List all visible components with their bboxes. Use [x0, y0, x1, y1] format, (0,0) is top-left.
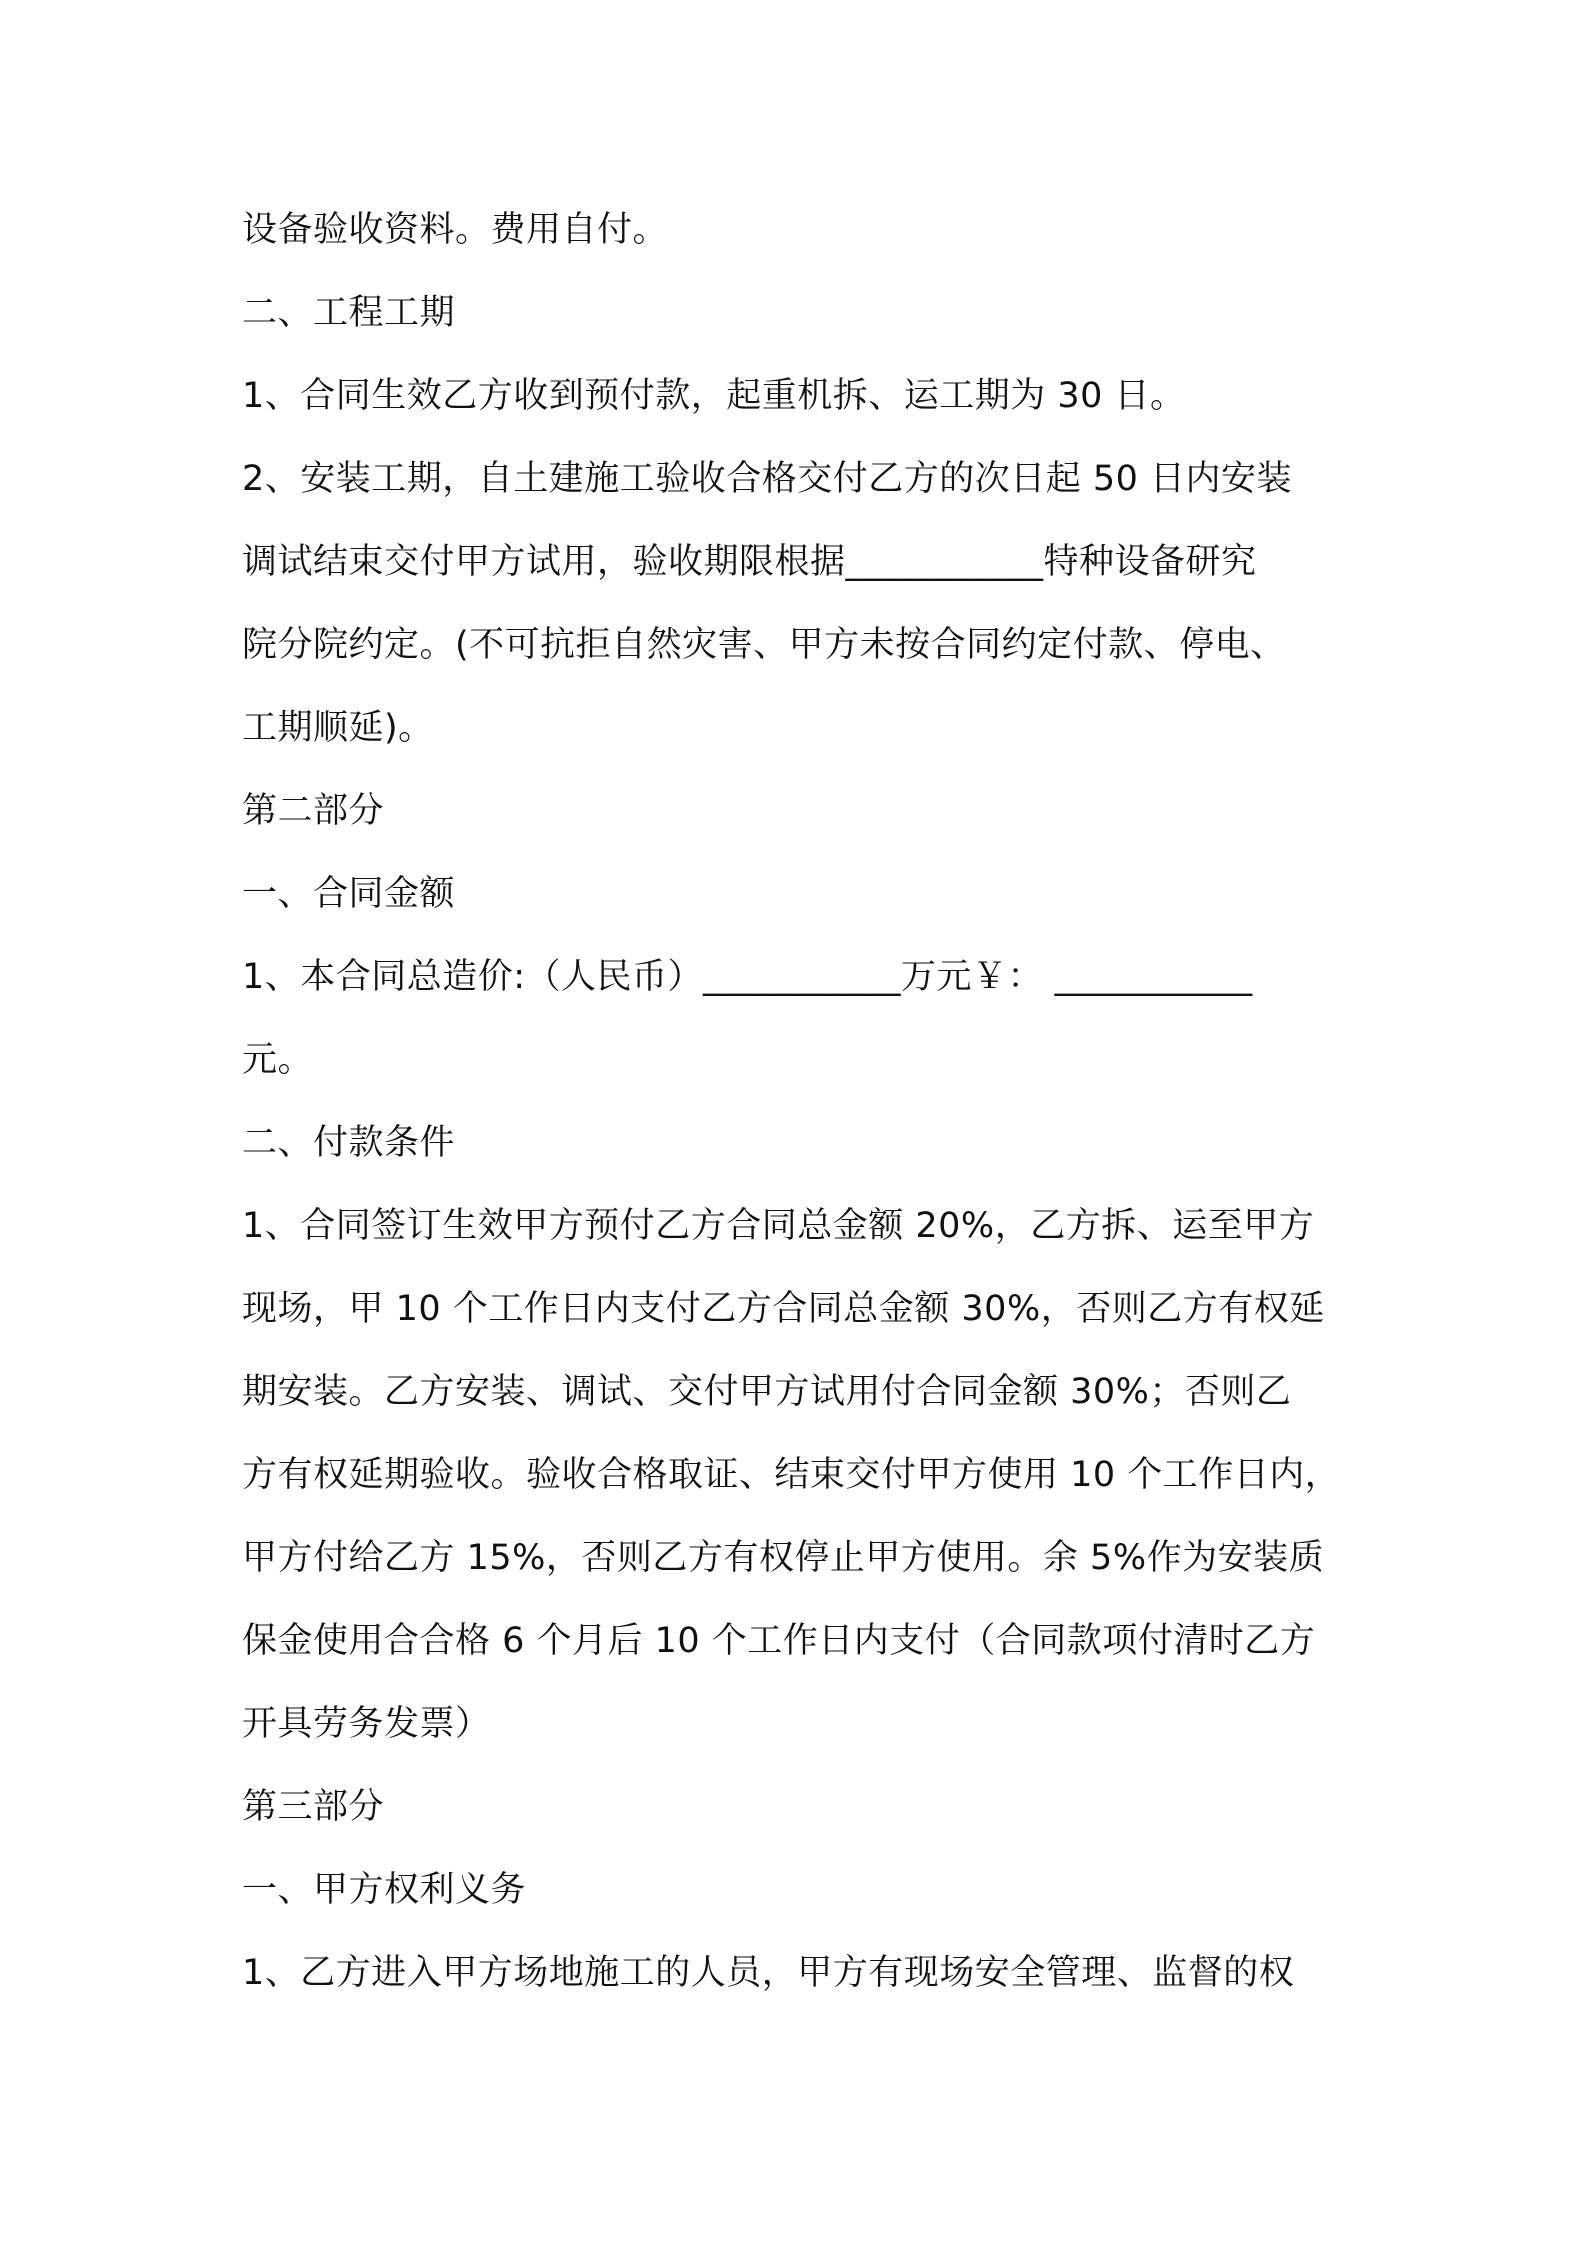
- text-line: 元。: [242, 1040, 314, 1080]
- part-heading: 第二部分: [242, 791, 385, 831]
- section-heading: 一、合同金额: [242, 874, 456, 914]
- text-line: 工期顺延)。: [242, 708, 434, 748]
- text-line: 调试结束交付甲方试用，验收期限根据___________特种设备研究: [242, 542, 1257, 582]
- text-line: 院分院约定。(不可抗拒自然灾害、甲方未按合同约定付款、停电、: [242, 625, 1286, 665]
- text-line: 开具劳务发票）: [242, 1704, 491, 1744]
- section-heading: 一、甲方权利义务: [242, 1870, 527, 1910]
- part-heading: 第三部分: [242, 1787, 385, 1827]
- section-heading: 二、工程工期: [242, 293, 456, 333]
- section-heading: 二、付款条件: [242, 1123, 456, 1163]
- text-line: 2、安装工期，自土建施工验收合格交付乙方的次日起 50 日内安装: [242, 459, 1293, 499]
- text-line: 方有权延期验收。验收合格取证、结束交付甲方使用 10 个工作日内，: [242, 1455, 1341, 1495]
- text-line: 1、本合同总造价:（人民币）___________万元￥： ___________: [242, 957, 1253, 997]
- text-line: 甲方付给乙方 15%，否则乙方有权停止甲方使用。余 5%作为安装质: [242, 1538, 1325, 1578]
- text-line: 设备验收资料。费用自付。: [242, 210, 669, 250]
- text-line: 保金使用合合格 6 个月后 10 个工作日内支付（合同款项付清时乙方: [242, 1621, 1316, 1661]
- text-line: 1、合同签订生效甲方预付乙方合同总金额 20%，乙方拆、运至甲方: [242, 1206, 1315, 1246]
- text-line: 1、合同生效乙方收到预付款，起重机拆、运工期为 30 日。: [242, 376, 1186, 416]
- text-line: 期安装。乙方安装、调试、交付甲方试用付合同金额 30%；否则乙: [242, 1372, 1292, 1412]
- text-line: 1、乙方进入甲方场地施工的人员，甲方有现场安全管理、监督的权: [242, 1953, 1295, 1993]
- text-line: 现场，甲 10 个工作日内支付乙方合同总金额 30%，否则乙方有权延: [242, 1289, 1325, 1329]
